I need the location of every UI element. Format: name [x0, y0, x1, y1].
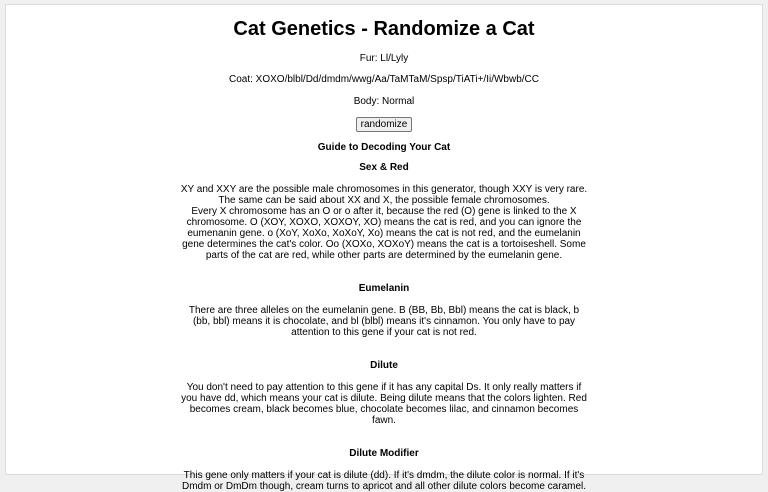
- section-paragraph: You don't need to pay attention to this gene if it has any capital Ds. It only really matters if you have dd, which means your cat is dilute. Being dilute means that the colors lighten. Red becomes cream, black becomes blue, chocolate becomes lilac, and cinnamon becomes fawn.: [181, 382, 587, 426]
- page-title: Cat Genetics - Randomize a Cat: [233, 18, 535, 40]
- body-type: Body: Normal: [353, 96, 415, 107]
- section-paragraph: There are three alleles on the eumelanin gene. B (BB, Bb, Bbl) means the cat is black, b (bb, bbl) means it is chocolate, and bl (blbl) means it's cinnamon. You only have to pay attention to this gene if your cat is not red.: [188, 305, 580, 338]
- fur-genotype: Fur: Ll/Lyly: [359, 53, 409, 64]
- section-heading: Dilute: [370, 360, 398, 371]
- section-heading: Eumelanin: [358, 283, 410, 294]
- paragraph-line: Every X chromosome has an O or o after it, because the red (O) gene is linked to the X chromosome. O (XOY, XOXO, XOXOY, XO) means the cat is red, and you can ignore the eumenanin gene. o (XoY, XoXo, XoXoY, Xo) means the cat is not red, and the eumelanin gene determines the cat's color. Oo (XOXo, XOXoY) means the cat is a tortoiseshell. Some parts of the cat are red, while other parts are determined by the eumelanin gene.: [182, 206, 586, 261]
- main-content: [180, 17, 588, 492]
- section-paragraph: This gene only matters if your cat is dilute (dd). If it's dmdm, the dilute color is normal. If it's Dmdm or DmDm though, cream turns to apricot and all other dilute colors become caramel.: [181, 470, 587, 492]
- guide-section-sex-red: [180, 162, 588, 261]
- section-paragraph: [179, 184, 589, 261]
- guide-section-dilute: [181, 360, 587, 426]
- guide-title: Guide to Decoding Your Cat: [317, 142, 451, 153]
- guide-section-eumelanin: [184, 283, 584, 338]
- paragraph-line: XY and XXY are the possible male chromosomes in this generator, though XXY is very rare. The same can be said about XX and X, the possible female chromosomes.: [180, 184, 588, 206]
- section-heading: Dilute Modifier: [349, 448, 419, 459]
- randomize-button[interactable]: randomize: [356, 117, 413, 132]
- coat-genotype: Coat: XOXO/blbl/Dd/dmdm/wwg/Aa/TaMTaM/Spsp/TiATi+/Ii/Wbwb/CC: [229, 74, 539, 85]
- guide-section-dilute-modifier: [181, 448, 587, 492]
- section-heading: Sex & Red: [359, 162, 409, 173]
- page-frame: [5, 4, 763, 492]
